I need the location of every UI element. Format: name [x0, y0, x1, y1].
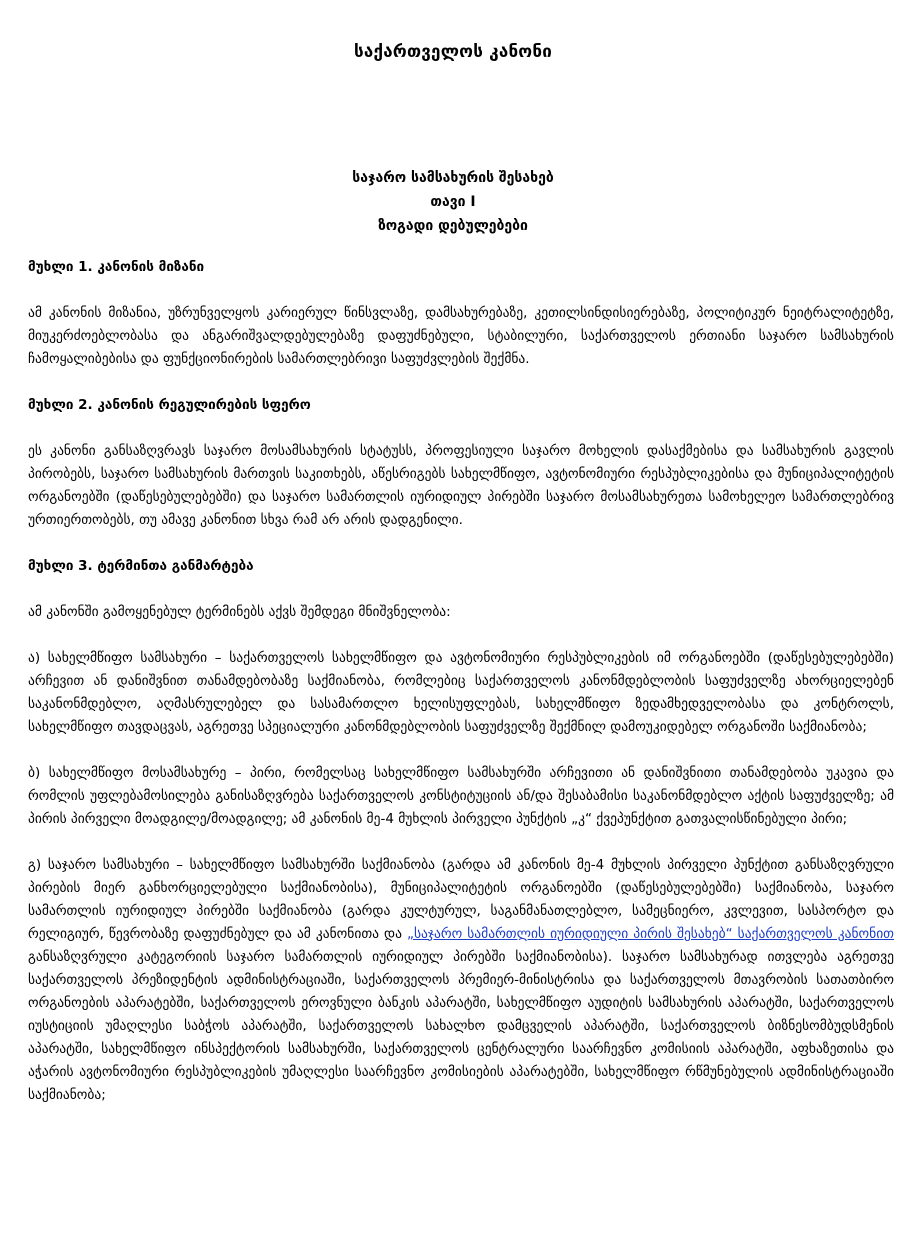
article-title: მუხლი 1. კანონის მიზანი	[28, 259, 205, 275]
definition-item-g-text: გ) საჯარო სამსახური – სახელმწიფო სამსახურში საქმიანობა (გარდა ამ კანონის მე-4 მუხლის პირველი პუნქტით განსაზღვრული პირების მიერ განხორციელებული საქმიანობისა), მუნიციპალიტეტის ორგანოებში (დაწესებულებებში) საქმიანობა, საჯარო სამართლის იურიდიულ პირებში საქმიანობა (გარდა კულტურულ, საგანმანათლებლო, სამეცნიერო, კვლევით, სასპორტო და რელიგიურ, წევრობაზე დაფუძნებულ და ამ კანონითა და	[28, 857, 894, 942]
definition-item-b: ბ) სახელმწიფო მოსამსახურე – პირი, რომელსაც სახელმწიფო სამსახურში არჩევითი ან დანიშვნითი თანამდებობა უკავია და რომლის უფლებამოსილება განისაზღვრება საქართველოს კონსტიტუციის ან/და შესაბამისი საკანონმდებლო აქტის საფუძველზე; ამ პირის პირველი მოადგილე/მოადგილე; ამ კანონის მე-4 მუხლის პირველი პუნქტის „კ“ ქვეპუნქტით გათვალისწინებული პირი;	[28, 765, 894, 827]
law-heading	[0, 166, 906, 238]
article-intro: ამ კანონში გამოყენებულ ტერმინებს აქვს შემდეგი მნიშვნელობა:	[28, 604, 451, 620]
definition-item-a: ა) სახელმწიფო სამსახური – საქართველოს სახელმწიფო და ავტონომიური რესპუბლიკების იმ ორგანოებში (დაწესებულებებში) არჩევით ან დანიშვნით თანამდებობაზე საქმიანობა, რომლებიც საქართველოს კანონმდებლობის საფუძველზე ახორციელებენ საკანონმდებლო, აღმასრულებელ და სასამართლო ხელისუფლებას, სახელმწიფო ზედამხედველობასა და კონტროლს, სახელმწიფო თავდაცვას, აგრეთვე სპეციალური კანონმდებლობის საფუძველზე შექმნილ დამოუკიდებელ ორგანოში საქმიანობა;	[28, 650, 894, 735]
article-title: მუხლი 2. კანონის რეგულირების სფერო	[28, 397, 311, 413]
article-3	[28, 555, 894, 1107]
law-reference-link[interactable]: „საჯარო სამართლის იურიდიული პირის შესახებ“ საქართველოს კანონით	[406, 926, 894, 942]
definition-item-g-text-continued: განსაზღვრული კატეგორიის საჯარო სამართლის იურიდიულ პირებში საქმიანობისა). საჯარო სამსახურად ითვლება აგრეთვე საქართველოს პრეზიდენტის ადმინისტრაციაში, საქართველოს პრემიერ-მინისტრისა და საქართველოს მთავრობის სათათბირო ორგანოების აპარატებში, საქართველოს ეროვნული ბანკის აპარატში, სახელმწიფო აუდიტის სამსახურის აპარატში, საქართველოს იუსტიციის უმაღლესი საბჭოს აპარატში, საქართველოს სახალხო დამცველის აპარატში, საქართველოს ბიზნესომბუდსმენის აპარატში, სახელმწიფო ინსპექტორის სამსახურში, საქართველოს ცენტრალური საარჩევნო კომისიის აპარატში, აფხაზეთისა და აჭარის ავტონომიური რესპუბლიკების უმაღლესი საარჩევნო კომისიების აპარატებში, სახელმწიფო რწმუნებულის ადმინისტრაციაში საქმიანობა;	[28, 949, 894, 1103]
article-paragraph: ეს კანონი განსაზღვრავს საჯარო მოსამსახურის სტატუსს, პროფესიული საჯარო მოხელის დასაქმებისა და სამსახურის გავლის პირობებს, საჯარო სამსახურის მართვის საკითხებს, აწესრიგებს სახელმწიფო, ავტონომიური რესპუბლიკებისა და მუნიციპალიტეტის ორგანოებში (დაწესებულებებში) და საჯარო სამართლის იურიდიულ პირებში საჯარო მოსამსახურეთა სამოხელეო სამართლებრივ ურთიერთობებს, თუ ამავე კანონით სხვა რამ არ არის დადგენილი.	[28, 443, 894, 528]
article-paragraph: ამ კანონის მიზანია, უზრუნველყოს კარიერულ წინსვლაზე, დამსახურებაზე, კეთილსინდისიერებაზე, პოლიტიკურ ნეიტრალიტეტზე, მიუკერძოებლობასა და ანგარიშვალდებულებაზე დაფუძნებული, სტაბილური, საქართველოს ერთიანი საჯარო სამსახურის ჩამოყალიბებისა და ფუნქციონირების სამართლებრივი საფუძვლების შექმნა.	[28, 305, 894, 367]
document-body	[28, 256, 894, 1130]
article-title: მუხლი 3. ტერმინთა განმარტება	[28, 558, 254, 574]
chapter-title: ზოგადი დებულებები	[378, 218, 528, 234]
article-1	[28, 256, 894, 371]
document-title: საქართველოს კანონი	[354, 42, 552, 62]
law-name: საჯარო სამსახურის შესახებ	[352, 170, 554, 186]
article-2	[28, 394, 894, 532]
chapter-number: თავი I	[430, 194, 476, 210]
definition-item-g	[28, 854, 894, 1107]
